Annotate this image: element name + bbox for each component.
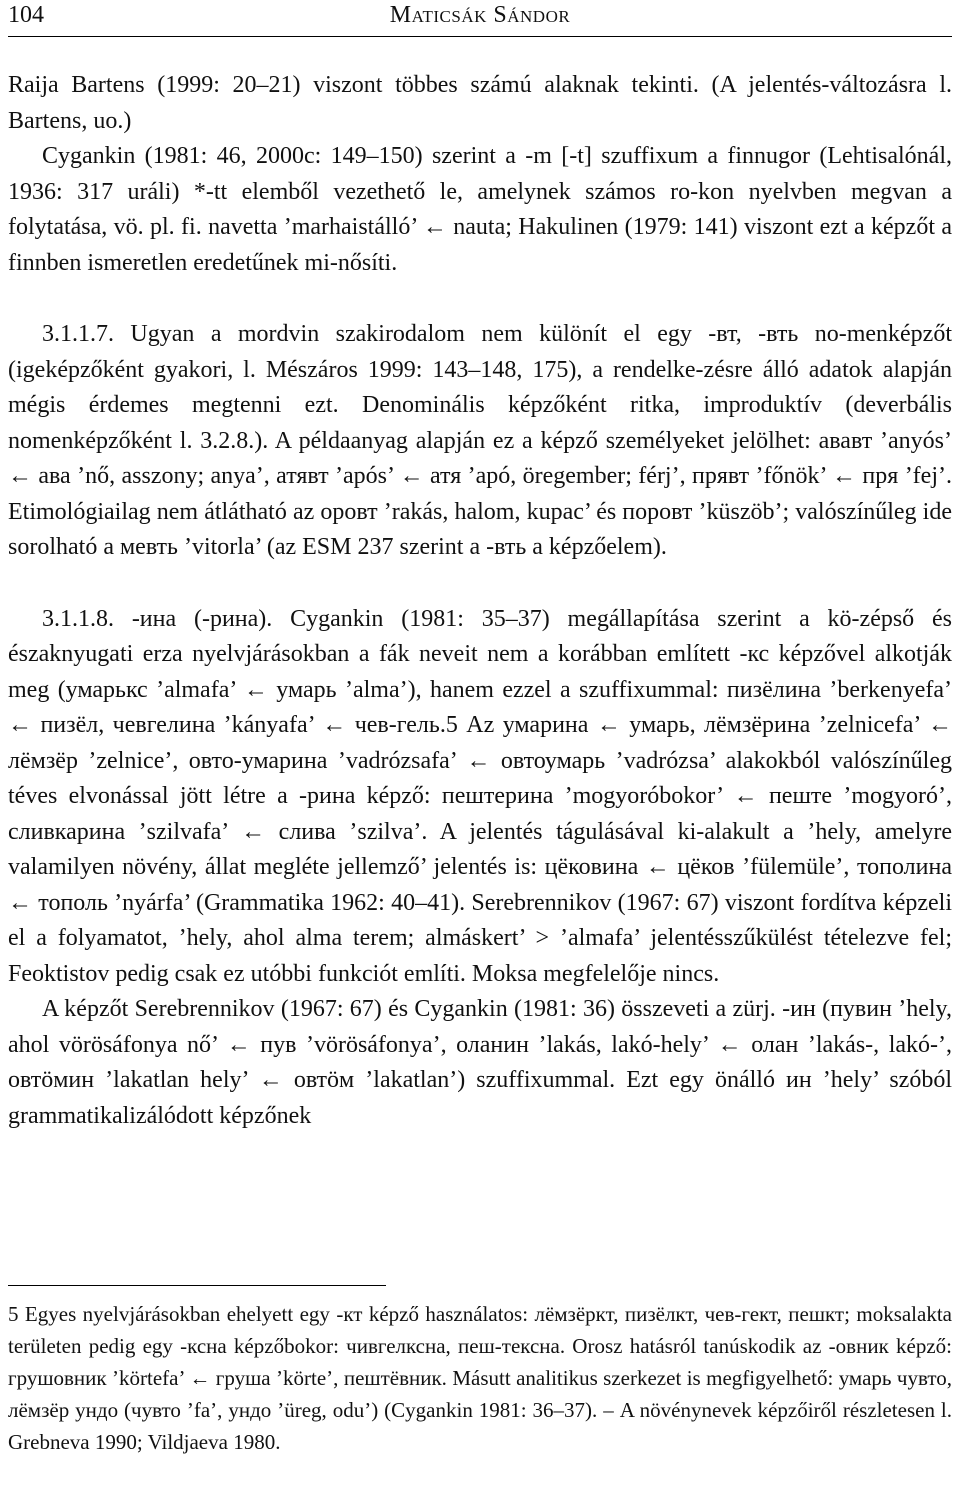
footnote-5	[8, 1298, 952, 1458]
running-head: Maticsák Sándor	[389, 2, 571, 28]
footnote-rule	[8, 1285, 386, 1286]
main-text	[8, 68, 952, 1134]
footnote-text: 5 Egyes nyelvjárásokban ehelyett egy -кт képző használatos: лёмзёркт, пизёлкт, чев-гект, пешкт; moksalakta területen pedig egy -ксна képzőbokor: чивгелксна, пеш-тексна. Orosz hatásról tanúskodik az -овник képző: грушовник ’körtefa’ ← груша ’körte’, пештёвник. Másutt analitikus szerkezet is megfigyelhető: умарь чувто, лёмзёр ундо (чувто ’fa’, ундо ’üreg, odu’) (Cygankin 1981: 36–37). – A növénynevek képzőiről részletesen l. Grebneva 1990; Vildjaeva 1980.	[8, 1302, 952, 1454]
header-rule	[8, 36, 952, 37]
page-number: 104	[8, 2, 44, 28]
paragraph-cygankin: Cygankin (1981: 46, 2000c: 149–150) szerint a -m [-t] szuffixum a finnugor (Lehtisalónál, 1936: 317 uráli) *-tt elemből vezethető le, amelynek számos ro-kon nyelvben megvan a folytatása, vö. pl. fi. navetta ’marhaistálló’ ← nauta; Hakulinen (1979: 141) viszont ezt a képzőt a finnben ismeretlen eredetűnek mi-nősíti.	[8, 143, 952, 276]
section-gap	[8, 566, 952, 602]
section-3-1-1-8: 3.1.1.8. -ина (-рина). Cygankin (1981: 35–37) megállapítása szerint a kö-zépső és északnyugati erza nyelvjárásokban a fák neveit nem a korábban említett -кс képzővel alkotják meg (умарькс ’almafa’ ← умарь ’alma’), hanem ezzel a szuffixummal: пизёлина ’berkenyefa’ ← пизёл, чевгелина ’kányafa’ ← чев-гель.5 Az умарина ← умарь, лёмзёрина ’zelnicefa’ ← лёмзёр ’zelnice’, овто-умарина ’vadrózsafa’ ← овтоумарь ’vadrózsa’ alakokból valószínűleg téves elvonással jött létre a -рина képző: пештерина ’mogyoróbokor’ ← пеште ’mogyoró’, сливкарина ’szilvafa’ ← слива ’szilva’. A jelentés tágulásával ki-alakult a ’hely, amelyre valamilyen növény, állat megléte jellemző’ jelentés is: цёковина ← цёков ’fülemüle’, тополина ← тополь ’nyárfa’ (Grammatika 1962: 40–41). Serebrennikov (1967: 67) viszont fordítva képzeli el a folyamatot, ’hely, ahol alma terem; almáskert’ > ’almafa’ jelentésszűkülést tételezve fel; Feoktistov pedig csak ez utóbbi funkciót említi. Moksa megfelelője nincs.	[8, 605, 952, 987]
page-header	[0, 0, 960, 38]
paragraph-bartens: Raija Bartens (1999: 20–21) viszont többes számú alaknak tekinti. (A jelentés-változásra l. Bartens, uo.)	[8, 72, 952, 134]
paragraph-serebrennikov: A képzőt Serebrennikov (1967: 67) és Cygankin (1981: 36) összeveti a zürj. -ин (пувин ’hely, ahol vörösáfonya nő’ ← пув ’vörösáfonya’, оланин ’lakás, lakó-hely’ ← олан ’lakás-, lakó-’, овтӧмин ’lakatlan hely’ ← овтӧм ’lakatlan’) szuffixummal. Ezt egy önálló ин ’hely’ szóból grammatikalizálódott képzőnek	[8, 996, 952, 1129]
section-3-1-1-7: 3.1.1.7. Ugyan a mordvin szakirodalom nem különít el egy -вт, -вть no-menképzőt (igeképzőként gyakori, l. Mészáros 1999: 143–148, 175), a rendelke-zésre álló adatok alapján mégis érdemes megtenni ezt. Denominális képzőként ritka, improduktív (deverbális nomenképzőként l. 3.2.8.). A példaanyag alapján ez a képző személyeket jelölhet: ававт ’anyós’ ← ава ’nő, asszony; anya’, атявт ’após’ ← атя ’apó, öregember; férj’, прявт ’főnök’ ← пря ’fej’. Etimológiailag nem átlátható az оровт ’rakás, halom, kupac’ és поровт ’küszöb’; valószínűleg ide sorolható a мевть ’vitorla’ (az ESM 237 szerint a -вть a képzőelem).	[8, 321, 952, 560]
section-gap	[8, 281, 952, 317]
